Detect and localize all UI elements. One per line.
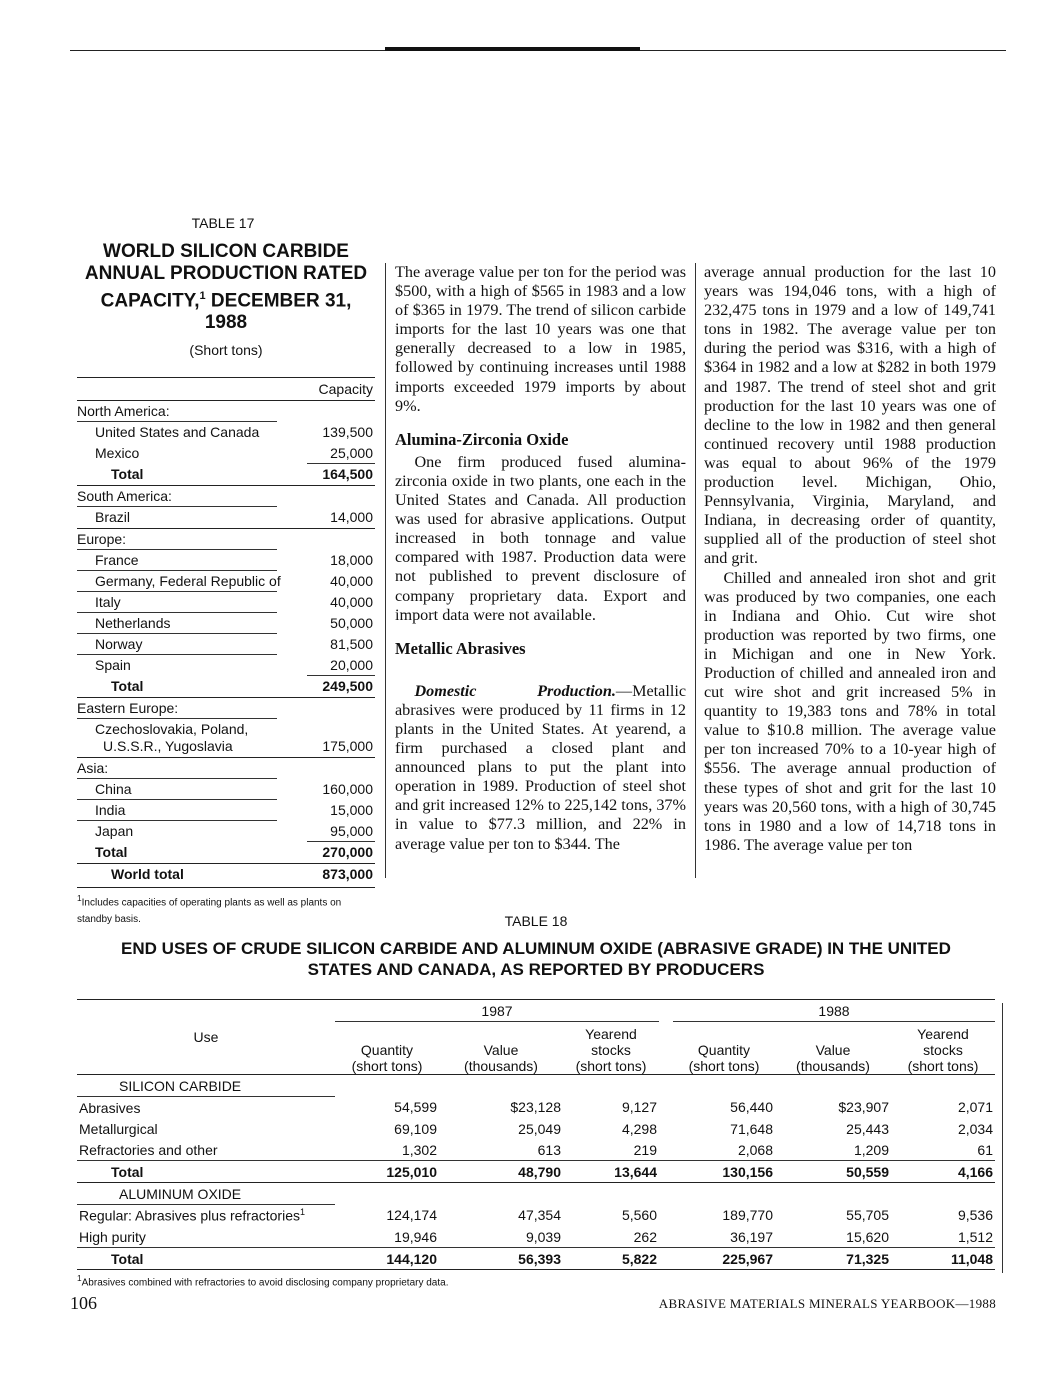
table-row: France 18,000 — [77, 550, 375, 571]
col-stocks: Yearend stocks (short tons) — [563, 1022, 659, 1075]
table-footnote: $^1$Includes capacities of operating plants as well as plants on standby basis. — [77, 887, 375, 927]
section-heading: Metallic Abrasives — [395, 638, 526, 658]
table-row: Refractories and other 1,302 613 219 2,068 1,209 61 — [77, 1139, 995, 1161]
paragraph: The average value per ton for the period was $500, with a high of $565 in 1983 and a low of $365 in 1979. The trend of silicon carbide imports for the last 10 years was one that generally decreased to a low in 1985, followed by continuing increases until 1988 imports exceeded 1979 imports by about 9%. — [395, 263, 686, 415]
table-row: North America: — [77, 401, 375, 422]
world-total-row: World total 873,000 — [111, 866, 373, 883]
table-row: Germany, Federal Republic of 40,000 — [77, 571, 375, 592]
table-17 — [77, 215, 375, 928]
total-row: Total 164,500 — [77, 464, 375, 486]
table-row: Netherlands 50,000 — [77, 613, 375, 634]
table-title: WORLD SILICON CARBIDE ANNUAL PRODUCTION RATED CAPACITY,$^1$ DECEMBER 31, 1988 — [84, 241, 368, 334]
text-column-3 — [704, 263, 996, 855]
section-row: SILICON CARBIDE — [77, 1075, 995, 1097]
table-row: Metallurgical 69,109 25,049 4,298 71,648 25,443 2,034 — [79, 1120, 993, 1137]
table-row: South America: — [77, 486, 375, 507]
use-header: Use — [77, 1000, 335, 1075]
table-row: Abrasives 54,599 $23,128 9,127 56,440 $23,907 2,071 — [79, 1099, 993, 1116]
table-row: United States and Canada 139,500 — [95, 424, 373, 441]
table-row: Brazil 14,000 — [77, 507, 375, 529]
table-row: India 15,000 — [77, 800, 375, 821]
table-row: High purity 19,946 9,039 262 36,197 15,620 1,512 — [77, 1226, 995, 1248]
table-row: Spain 20,000 — [77, 655, 375, 676]
table-footnote: $^1$Abrasives combined with refractories to avoid disclosing company proprietary data. — [77, 1273, 449, 1289]
paragraph: One firm produced fused alumina-zirconia oxide in two plants, one each in the United States and Canada. All production was used for abrasive applications. Output increased in both tonnage and value compared with 1987. Production data were not published to prevent disclosure of company proprietary data. Export and import data were not available. — [395, 452, 686, 624]
table-row: Asia: — [77, 758, 375, 779]
table-row: Eastern Europe: — [77, 698, 375, 719]
year-header: 1987 — [335, 1000, 659, 1022]
table-row: China 160,000 — [77, 779, 375, 800]
page-number: 106 — [70, 1293, 97, 1313]
paragraph: average annual production for the last 10 years was 194,046 tons, with a high of 232,475 tons in 1979 and a low of 149,741 tons in 1982. The average value per ton during the period was $316, with a high of $364 in 1982 and a low at $282 in both 1979 and 1987. The trend of steel shot and grit production for the last 10 years was one of decline to the low in 1982 and then general continued recovery until 1988 production was equal to about 96% of the 1979 production level. Michigan, Ohio, Pennsylvania, Virginia, Maryland, and Indiana, in decreasing order of quantity, supplied all of the production of steel shot and grit. — [704, 263, 996, 568]
total-row: Total 249,500 — [77, 676, 375, 698]
col-value: Value (thousands) — [775, 1022, 891, 1075]
year-header: 1988 — [673, 1000, 995, 1022]
paragraph: Chilled and annealed iron shot and grit was produced by two companies, one each in Indiana and Ohio. Cut wire shot production was reported by two firms, one in Michigan and one in New York. Production of chilled and annealed iron and cut wire shot and grit increased 5% in quantity to 19,383 tons and 78% in total value to $10.8 million. The average value per ton increased 70% to a 10-year high of $556. The average annual production of these types of shot and grit for the last 10 years was 20,560 tons, with a high of 30,745 tons in 1980 and a low of 14,718 tons in 1986. The average value per ton — [704, 568, 996, 854]
paragraph: Domestic Production.—Metallic abrasives were produced by 11 firms in 12 plants in the United States. At yearend, a firm purchased a closed plant and announced plans to put the plant into operation in 1989. Production of steel shot and grit increased 12% to 225,142 tons, 37% in value to $77.3 million, and 22% in average value per ton to $344. The — [395, 681, 686, 853]
table-subtitle: (Short tons) — [189, 342, 263, 359]
total-row: Total 144,120 56,393 5,822 225,967 71,325 11,048 — [77, 1248, 995, 1270]
table-row: Europe: — [77, 529, 375, 550]
table-row: Norway 81,500 — [77, 634, 375, 655]
end-uses-table — [77, 999, 995, 1270]
column-divider — [385, 263, 386, 878]
table-row: Italy 40,000 — [77, 592, 375, 613]
section-heading: Alumina-Zirconia Oxide — [395, 429, 569, 449]
total-row: Total 270,000 — [77, 842, 375, 864]
section-row: ALUMINUM OXIDE — [77, 1183, 995, 1205]
table-title: END USES OF CRUDE SILICON CARBIDE AND ALUMINUM OXIDE (ABRASIVE GRADE) IN THE UNITED STATES AND CANADA, AS REPORTED BY PRODUCERS — [121, 939, 951, 979]
col-value: Value (thousands) — [439, 1022, 563, 1075]
col-quantity: Quantity (short tons) — [673, 1022, 775, 1075]
col-stocks: Yearend stocks (short tons) — [891, 1022, 995, 1075]
running-head: ABRASIVE MATERIALS MINERALS YEARBOOK—1988 — [658, 1296, 996, 1311]
text-column-2 — [395, 263, 686, 854]
col-quantity: Quantity (short tons) — [335, 1022, 439, 1075]
table-18 — [77, 913, 995, 1288]
table-right-rule — [1002, 1003, 1003, 1273]
column-divider — [695, 263, 696, 878]
column-header: Capacity — [77, 378, 375, 401]
table-row: Regular: Abrasives plus refractories$^1$ 124,174 47,354 5,560 189,770 55,705 9,536 — [79, 1207, 993, 1224]
table-row: Czechoslovakia, Poland, U.S.S.R., Yugoslavia 175,000 — [77, 719, 375, 758]
header-bar — [385, 47, 640, 51]
table-label: TABLE 17 — [191, 215, 255, 231]
total-row: Total 125,010 48,790 13,644 130,156 50,559 4,166 — [77, 1161, 995, 1183]
table-label: TABLE 18 — [504, 913, 568, 929]
table-row: Mexico 25,000 — [77, 443, 375, 464]
table-row: Japan 95,000 — [77, 821, 375, 842]
